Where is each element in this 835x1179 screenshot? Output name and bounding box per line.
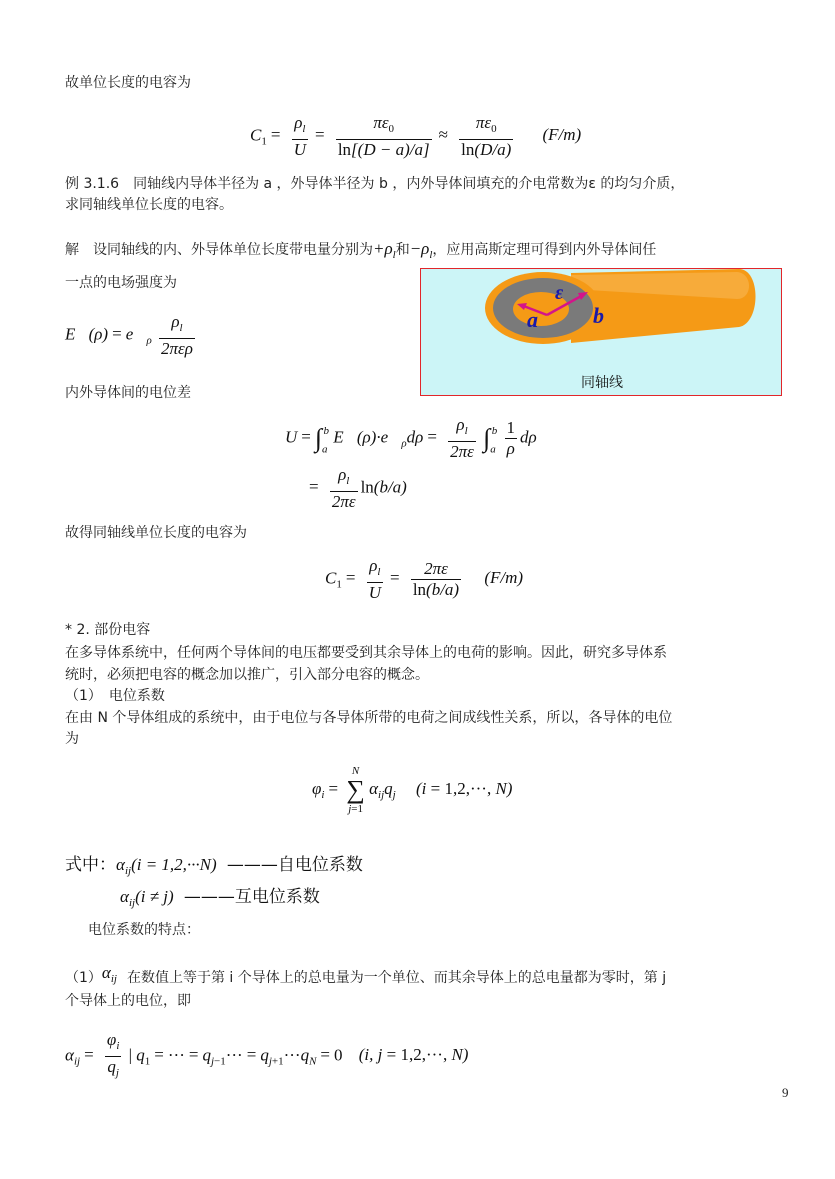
text-line: 故得同轴线单位长度的电容为 — [65, 525, 247, 541]
text-segment: 和 — [395, 242, 410, 258]
text-segment: 式中： — [65, 855, 116, 875]
definition-self-coefficient: 式中：$\alpha_{ij}(i = 1,2,\cdot\cdot\cdot N)$ ———自电位系数 — [65, 855, 363, 877]
definition-mutual-coefficient: $\alpha_{ij}(i \ne j)$ ———互电位系数 — [120, 887, 320, 909]
section-heading: * 2. 部份电容 — [65, 622, 151, 638]
text-line: 个导体上的电位，即 — [65, 993, 191, 1009]
equation-potential-difference: $U = \int_a^b$ $E⃗(\rho)\cdot e⃗_\rho d\rho$ = $\frac{\rho_l}{2\pi\varepsilon}$ $\int_a^b$ $\frac{1}{\rho}$ dρ — [285, 415, 537, 461]
text-line: 故单位长度的电容为 — [65, 75, 191, 91]
text-segment: ———互电位系数 — [183, 887, 320, 907]
text-line: 解 设同轴线的内、外导体单位长度带电量分别为$+\rho_l$和$-\rho_l$，应用高斯定理可得到内外导体间任 — [65, 239, 657, 261]
figure-caption: 同轴线 — [581, 375, 623, 391]
text-segment: ，应用高斯定理可得到内外导体间任 — [432, 242, 657, 258]
equation-alpha-definition: $\alpha_{ij}$ = $\frac{\varphi_i}{q_j}$ | $q_1$ = ··· = $q_{j-1}\cdot\cdot\cdot = q_{j+1}\cdot\cdot\cdot q_N = 0$ (i, j = 1,2,···, N) — [65, 1030, 469, 1079]
label-a: a — [527, 307, 538, 332]
text-segment: 在数值上等于第 i 个导体上的总电量为一个单位、而其余导体上的总电量都为零时，第 j — [126, 970, 667, 986]
text-segment: 解 设同轴线的内、外导体单位长度带电量分别为 — [65, 242, 373, 258]
subsection-heading: （1） 电位系数 — [65, 688, 165, 704]
label-b: b — [593, 303, 604, 328]
text-line: 一点的电场强度为 — [65, 275, 177, 291]
text-line: $(1)\alpha_{ij}$ 在数值上等于第 i 个导体上的总电量为一个单位、而其余导体上的总电量都为零时，第 j — [65, 963, 667, 986]
page-number: 9 — [782, 1085, 789, 1100]
text-line: 为 — [65, 731, 79, 747]
coaxial-figure — [420, 268, 782, 396]
equation-electric-field: E⃗(ρ) = $e⃗_\rho$ $\frac{\rho_l}{\text{2περ}}$ — [65, 312, 193, 358]
text-line: 在由 N 个导体组成的系统中，由于电位与各导体所带的电荷之间成线性关系，所以，各导体的电位 — [65, 710, 673, 726]
equation-coax-capacitance: $C_1$ = $\frac{\rho_l}{U}$ = $\frac{2\pi\varepsilon}{\ln(b/a)}$ (F/m) — [325, 556, 524, 602]
text-line: 在多导体系统中，任何两个导体间的电压都要受到其余导体上的电荷的影响。因此，研究多导体系 — [65, 645, 667, 661]
text-line: 电位系数的特点： — [88, 922, 200, 938]
label-epsilon: ε — [555, 282, 564, 304]
equation-potential-sum: $\varphi_i$ = N ∑ j=1 $\alpha_{ij}q_j$ (i = 1,2,···, N) — [312, 765, 513, 815]
equation-potential-result: = $\frac{\rho_l}{2\pi\varepsilon}$ ln(b/a) — [309, 465, 407, 511]
text-line: 内外导体间的电位差 — [65, 385, 191, 401]
text-segment: （1） — [65, 970, 102, 986]
text-line: 统时，必须把电容的概念加以推广，引入部分电容的概念。 — [65, 667, 429, 683]
coaxial-cable-illustration — [421, 269, 781, 369]
text-segment: ———自电位系数 — [226, 855, 363, 875]
text-line: 例 3.1.6 同轴线内导体半径为 a ，外导体半径为 b ，内外导体间填充的介电常数为ε 的均匀介质， — [65, 176, 685, 192]
text-line: 求同轴线单位长度的电容。 — [65, 197, 233, 213]
equation-capacitance-approx: $C_1$ = $\frac{\rho_l}{U}$ = $\frac{\pi\varepsilon_0}{\ln[(D - a)/a]}$ ≈ $\frac{\pi\varepsilon_0}{\ln(D/a)}$ (F/m) — [250, 113, 582, 159]
